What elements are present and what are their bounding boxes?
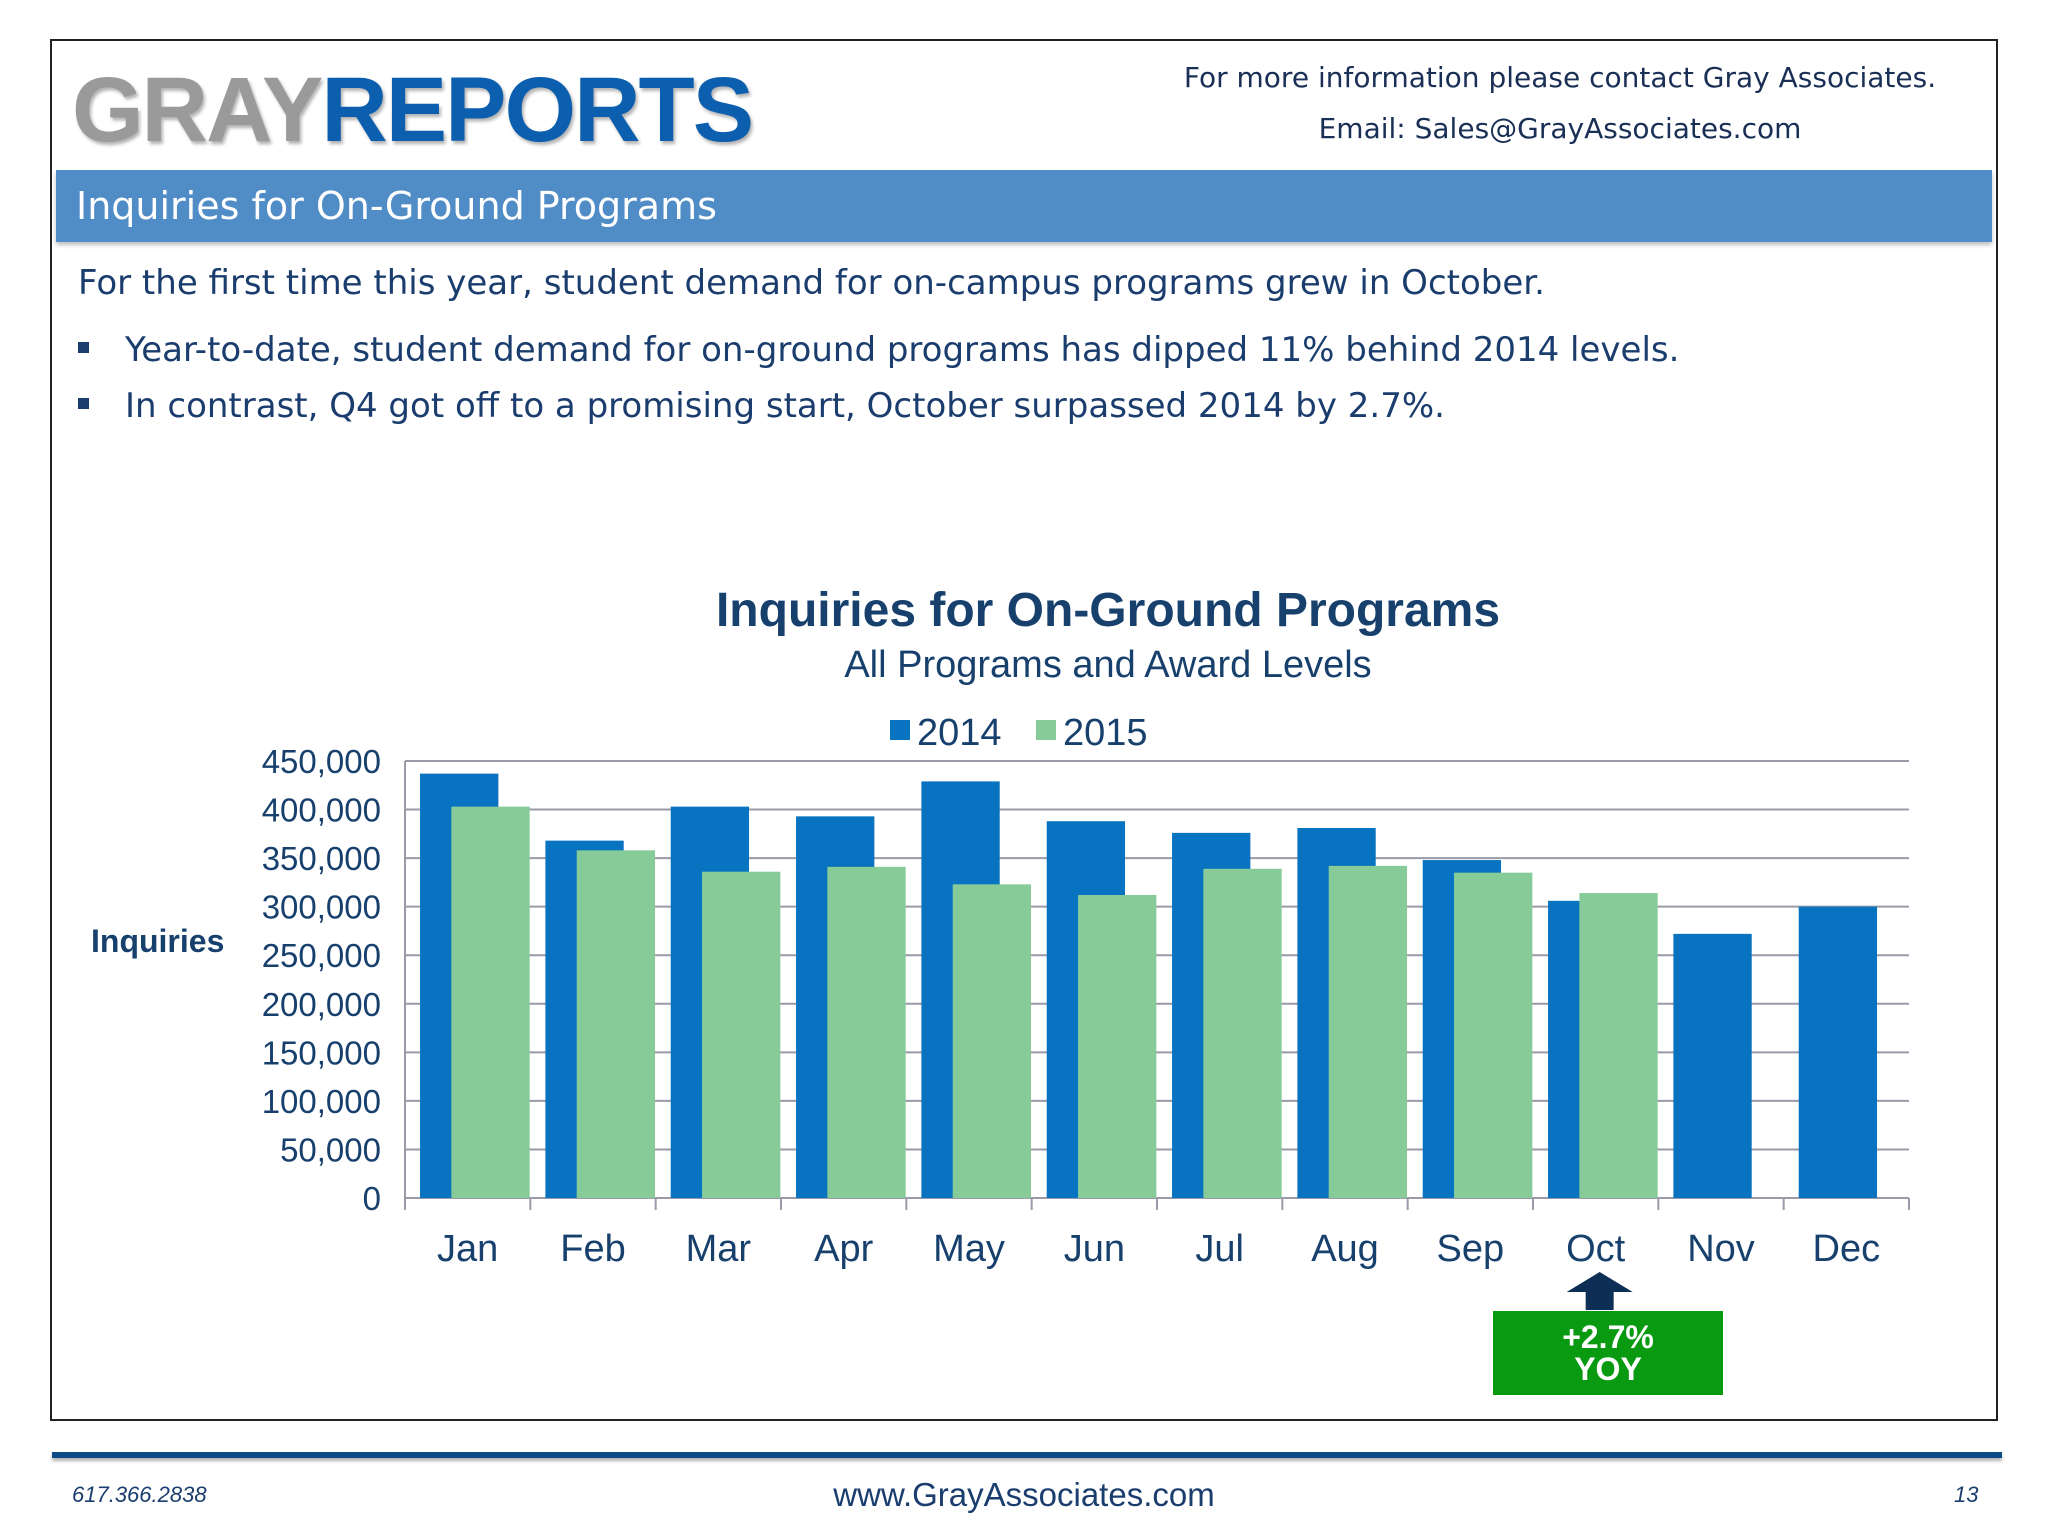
- bars: [420, 774, 1877, 1198]
- y-tick-label: 250,000: [261, 937, 381, 975]
- footer-website-link[interactable]: www.GrayAssociates.com: [833, 1476, 1215, 1513]
- y-tick-label: 150,000: [261, 1034, 381, 1072]
- y-tick-label: 50,000: [280, 1131, 381, 1169]
- x-tick-label: Sep: [1436, 1228, 1505, 1270]
- chart-subtitle: All Programs and Award Levels: [844, 644, 1372, 686]
- footer-divider: [52, 1452, 2002, 1458]
- x-tick-label: May: [933, 1228, 1005, 1270]
- x-tick-label: Jan: [437, 1228, 499, 1270]
- x-tick-label: Nov: [1687, 1228, 1755, 1270]
- bar-2015-jul: [1203, 869, 1281, 1198]
- bar-2015-feb: [577, 850, 655, 1198]
- footer-phone: 617.366.2838: [72, 1482, 207, 1507]
- bar-2014-nov: [1673, 934, 1751, 1198]
- logo-reports: REPORTS: [321, 59, 753, 161]
- x-tick-label: Aug: [1311, 1228, 1379, 1270]
- lead-text: For the first time this year, student demand for on-campus programs grew in October.: [78, 263, 1545, 303]
- x-tick-label: Feb: [560, 1228, 626, 1270]
- x-tick-label: Mar: [685, 1228, 752, 1270]
- y-tick-label: 450,000: [261, 743, 381, 780]
- x-tick-label: Oct: [1566, 1228, 1626, 1270]
- x-tick-label: Jun: [1063, 1228, 1125, 1270]
- y-tick-label: 300,000: [261, 888, 381, 926]
- legend-label: 2014: [917, 712, 1002, 754]
- y-tick-label: 200,000: [261, 985, 381, 1023]
- bar-2015-oct: [1579, 893, 1657, 1198]
- legend-swatch-2014: [890, 720, 910, 740]
- contact-email[interactable]: Email: Sales@GrayAssociates.com: [1318, 112, 1802, 145]
- bar-2015-jan: [451, 807, 529, 1198]
- bar-2015-jun: [1078, 895, 1156, 1198]
- bar-2014-dec: [1799, 907, 1877, 1198]
- y-tick-label: 0: [362, 1180, 381, 1217]
- logo-gray: GRAY: [72, 59, 322, 161]
- bullet-text: In contrast, Q4 got off to a promising start, October surpassed 2014 by 2.7%.: [125, 386, 1445, 426]
- x-tick-label: Dec: [1812, 1228, 1881, 1270]
- page-number: 13: [1954, 1482, 1979, 1507]
- yoy-percent: +2.7%: [1562, 1319, 1654, 1355]
- section-title: Inquiries for On-Ground Programs: [76, 184, 717, 228]
- contact-line: For more information please contact Gray Associates.: [1183, 61, 1937, 94]
- chart-title: Inquiries for On-Ground Programs: [715, 584, 1501, 637]
- x-tick-label: Apr: [814, 1228, 874, 1270]
- legend-swatch-2015: [1036, 720, 1056, 740]
- y-tick-label: 350,000: [261, 840, 381, 878]
- y-tick-label: 400,000: [261, 791, 381, 829]
- bullet-text: Year-to-date, student demand for on-ground programs has dipped 11% behind 2014 levels.: [125, 330, 1680, 370]
- y-axis-label: Inquiries: [91, 923, 225, 959]
- x-tick-label: Jul: [1195, 1228, 1244, 1270]
- bar-2015-apr: [827, 867, 905, 1198]
- bar-2015-mar: [702, 872, 780, 1198]
- bar-2015-may: [953, 884, 1031, 1198]
- yoy-label: YOY: [1574, 1351, 1642, 1387]
- bar-2015-sep: [1454, 873, 1532, 1198]
- y-tick-label: 100,000: [261, 1082, 381, 1120]
- chart-legend: [890, 712, 1148, 754]
- legend-label: 2015: [1063, 712, 1148, 754]
- yoy-annotation: [1493, 1272, 1723, 1395]
- bar-2015-aug: [1329, 866, 1407, 1198]
- up-arrow-icon: [1567, 1272, 1633, 1310]
